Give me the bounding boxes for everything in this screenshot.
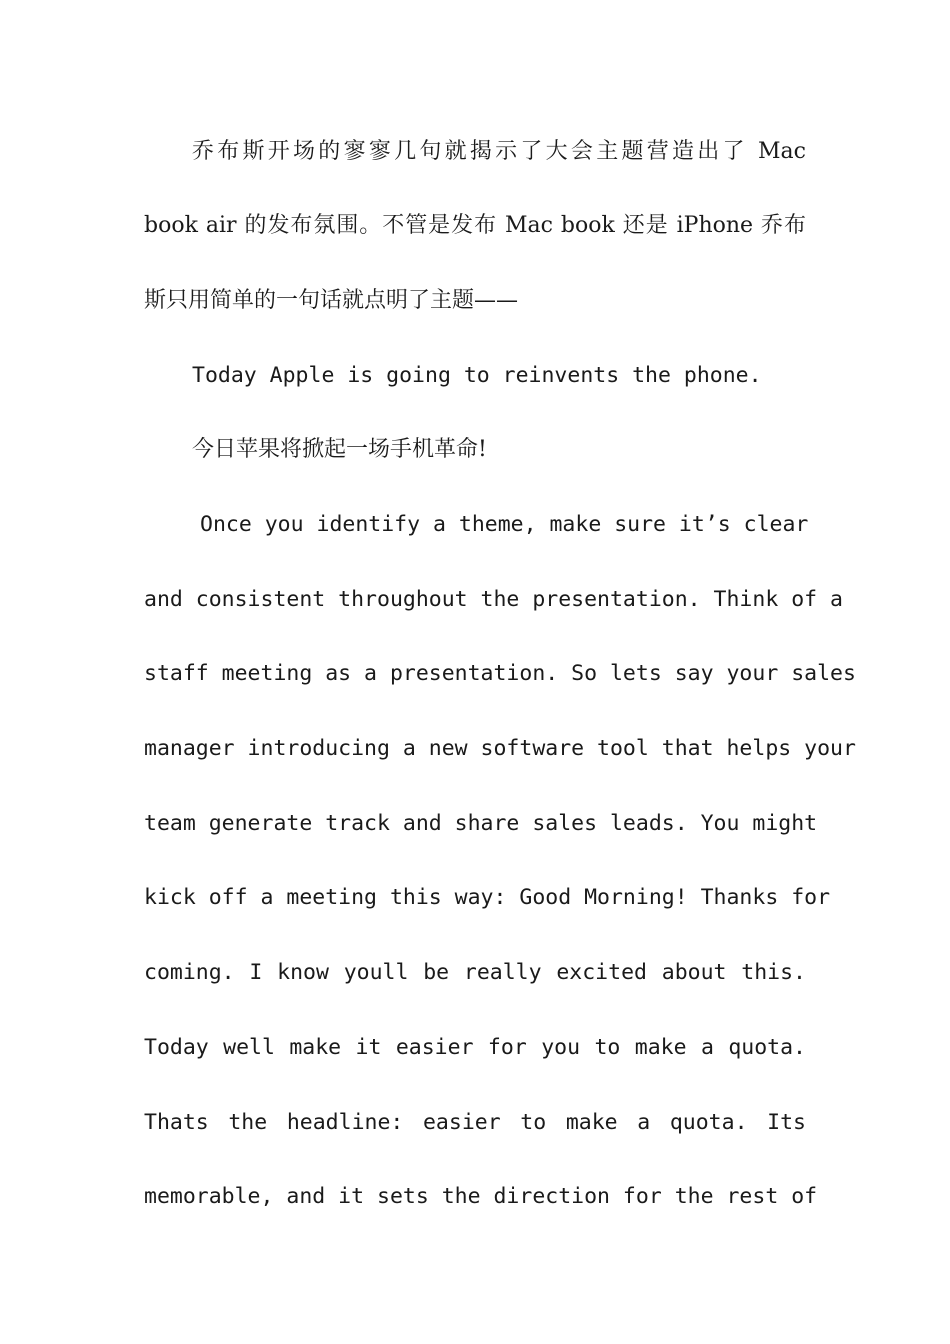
paragraph-line-2: book air 的发布氛围。不管是发布 Mac book 还是 iPhone 乔布 — [144, 213, 806, 238]
quote-line-english: Today Apple is going to reinvents the phone. — [192, 363, 762, 388]
paragraph-line-11: kick off a meeting this way: Good Morning! Thanks for — [144, 885, 831, 910]
paragraph-line-1: 乔布斯开场的寥寥几句就揭示了大会主题营造出了 Mac — [192, 139, 806, 164]
paragraph-line-8: staff meeting as a presentation. So lets say your sales — [144, 661, 856, 686]
paragraph-line-10: team generate track and share sales leads. You might — [144, 811, 818, 836]
paragraph-line-12: coming. I know youll be really excited about this. — [144, 960, 806, 985]
quote-line-chinese: 今日苹果将掀起一场手机革命! — [192, 437, 487, 462]
paragraph-line-15: memorable, and it sets the direction for the rest of — [144, 1184, 818, 1209]
paragraph-line-13: Today well make it easier for you to make a quota. — [144, 1035, 806, 1060]
paragraph-line-6: Once you identify a theme, make sure it’s clear — [200, 512, 809, 537]
paragraph-line-9: manager introducing a new software tool that helps your — [144, 736, 856, 761]
paragraph-line-14: Thats the headline: easier to make a quota. Its — [144, 1110, 806, 1135]
paragraph-line-7: and consistent throughout the presentation. Think of a — [144, 587, 843, 612]
paragraph-line-3: 斯只用简单的一句话就点明了主题—— — [144, 288, 519, 313]
